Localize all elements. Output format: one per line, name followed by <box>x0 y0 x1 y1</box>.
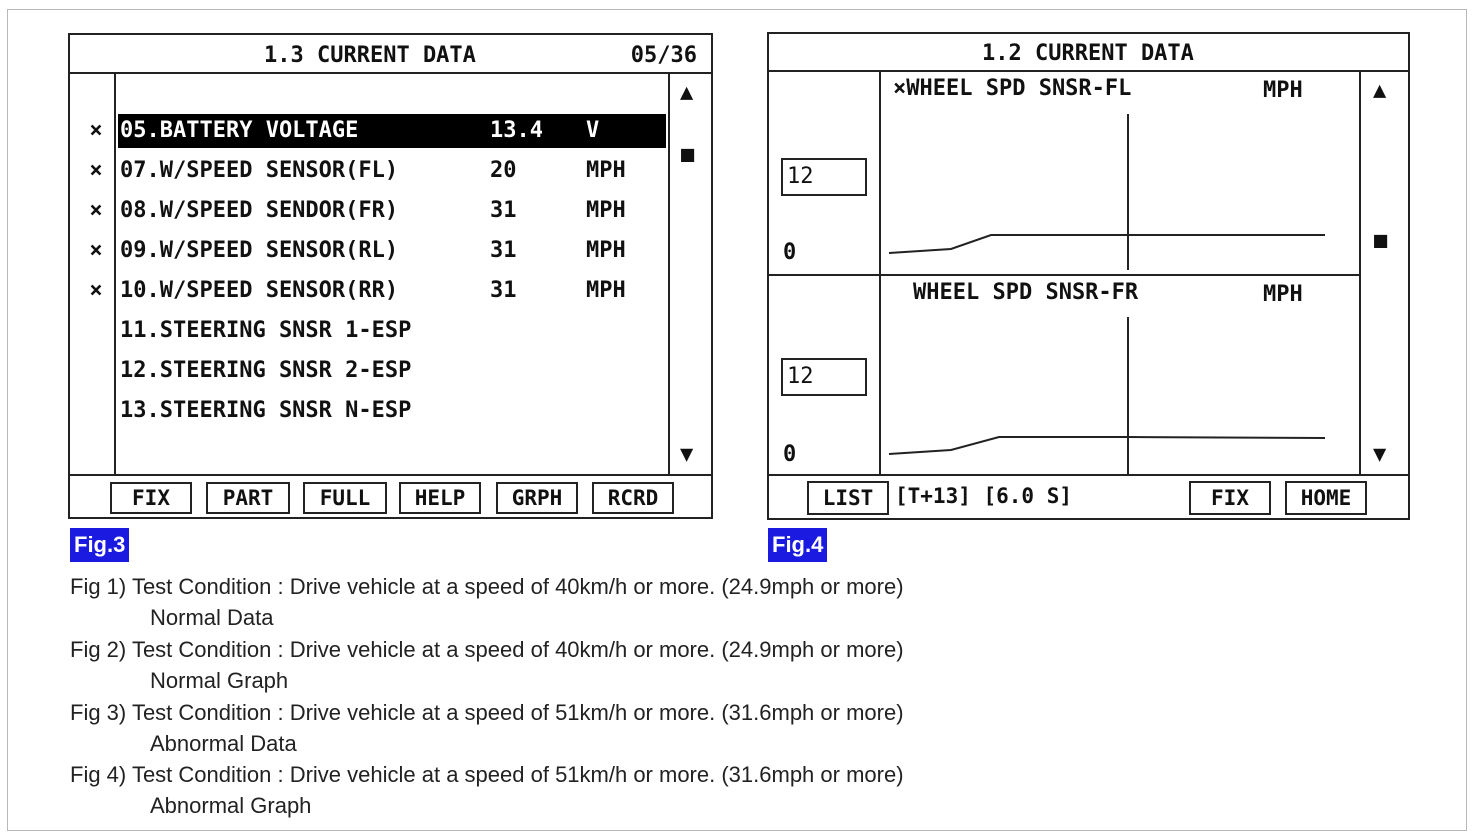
screen-title: 1.2 CURRENT DATA <box>982 41 1194 66</box>
row-unit: MPH <box>586 158 626 183</box>
screen-title-bar <box>769 34 1408 72</box>
row-name: 10.W/SPEED SENSOR(RR) <box>120 278 399 303</box>
row-unit: MPH <box>586 238 626 263</box>
caption-subline: Normal Graph <box>150 668 289 693</box>
row-value: 31 <box>490 238 517 263</box>
list-button[interactable]: LIST <box>807 481 889 515</box>
row-unit: MPH <box>586 198 626 223</box>
graph-unit: MPH <box>1263 282 1303 307</box>
graph-screen <box>767 32 1410 520</box>
data-row[interactable] <box>70 114 668 148</box>
screen-title: 1.3 CURRENT DATA <box>264 43 476 68</box>
row-unit: V <box>586 118 600 143</box>
caption-subline: Abnormal Graph <box>150 793 312 818</box>
time-readout: [T+13] [6.0 S] <box>895 484 1073 508</box>
data-row[interactable] <box>70 394 668 428</box>
graph-unit: MPH <box>1263 78 1303 103</box>
screen-title-bar <box>70 35 711 74</box>
row-mark: × <box>89 198 103 223</box>
fig3-label: Fig.3 <box>70 528 129 562</box>
fix-button[interactable]: FIX <box>110 482 192 514</box>
caption-subline: Abnormal Data <box>150 731 297 756</box>
scale-max-input[interactable]: 12 <box>781 158 867 196</box>
fr-speed-trace <box>889 437 1325 454</box>
scale-max-input[interactable]: 12 <box>781 358 867 396</box>
page-indicator: 05/36 <box>630 43 697 68</box>
row-value: 31 <box>490 198 517 223</box>
data-row[interactable] <box>70 234 668 268</box>
row-value: 13.4 <box>490 118 543 143</box>
data-row[interactable] <box>70 274 668 308</box>
row-name: 11.STEERING SNSR 1-ESP <box>120 318 412 343</box>
part-button[interactable]: PART <box>206 482 290 514</box>
full-button[interactable]: FULL <box>303 482 387 514</box>
scrollbar[interactable] <box>668 74 711 474</box>
fl-speed-trace <box>889 235 1325 253</box>
record-button[interactable]: RCRD <box>592 482 674 514</box>
caption-line: Fig 1) Test Condition : Drive vehicle at a speed of 40km/h or more. (24.9mph or more) <box>70 574 904 599</box>
row-value: 20 <box>490 158 517 183</box>
row-name: 07.W/SPEED SENSOR(FL) <box>120 158 399 183</box>
scroll-down-icon[interactable]: ▼ <box>1373 442 1387 467</box>
scale-min-label: 0 <box>783 240 797 265</box>
scrollbar[interactable] <box>1359 72 1408 474</box>
home-button[interactable]: HOME <box>1285 481 1367 515</box>
scroll-down-icon[interactable]: ▼ <box>680 442 694 467</box>
data-row[interactable] <box>70 194 668 228</box>
row-name: 12.STEERING SNSR 2-ESP <box>120 358 412 383</box>
fig4-label: Fig.4 <box>768 528 827 562</box>
row-unit: MPH <box>586 278 626 303</box>
row-mark: × <box>89 118 103 143</box>
scroll-up-icon[interactable]: ▲ <box>1373 78 1387 103</box>
data-row[interactable] <box>70 354 668 388</box>
row-mark: × <box>89 158 103 183</box>
row-name: 05.BATTERY VOLTAGE <box>120 118 359 143</box>
row-name: 09.W/SPEED SENSOR(RL) <box>120 238 399 263</box>
caption-line: Fig 2) Test Condition : Drive vehicle at a speed of 40km/h or more. (24.9mph or more) <box>70 637 904 662</box>
row-name: 08.W/SPEED SENDOR(FR) <box>120 198 399 223</box>
function-key-bar <box>70 474 711 517</box>
scroll-thumb-icon[interactable]: ■ <box>681 142 695 167</box>
scale-column <box>769 72 881 474</box>
scroll-thumb-icon[interactable]: ■ <box>1374 228 1388 253</box>
caption-subline: Normal Data <box>150 605 274 630</box>
function-key-bar <box>769 474 1408 518</box>
graph-title: WHEEL SPD SNSR-FR <box>913 280 1139 305</box>
row-value: 31 <box>490 278 517 303</box>
current-data-screen <box>68 33 713 519</box>
caption-line: Fig 4) Test Condition : Drive vehicle at a speed of 51km/h or more. (31.6mph or more) <box>70 762 904 787</box>
scroll-up-icon[interactable]: ▲ <box>680 80 694 105</box>
fix-button[interactable]: FIX <box>1189 481 1271 515</box>
graph-button[interactable]: GRPH <box>496 482 578 514</box>
graph-title: ×WHEEL SPD SNSR-FL <box>893 76 1132 101</box>
scale-min-label: 0 <box>783 442 797 467</box>
data-row[interactable] <box>70 154 668 188</box>
row-name: 13.STEERING SNSR N-ESP <box>120 398 412 423</box>
data-row[interactable] <box>70 314 668 348</box>
help-button[interactable]: HELP <box>399 482 481 514</box>
caption-line: Fig 3) Test Condition : Drive vehicle at a speed of 51km/h or more. (31.6mph or more) <box>70 700 904 725</box>
row-mark: × <box>89 278 103 303</box>
row-mark: × <box>89 238 103 263</box>
graph-plot <box>881 72 1359 474</box>
